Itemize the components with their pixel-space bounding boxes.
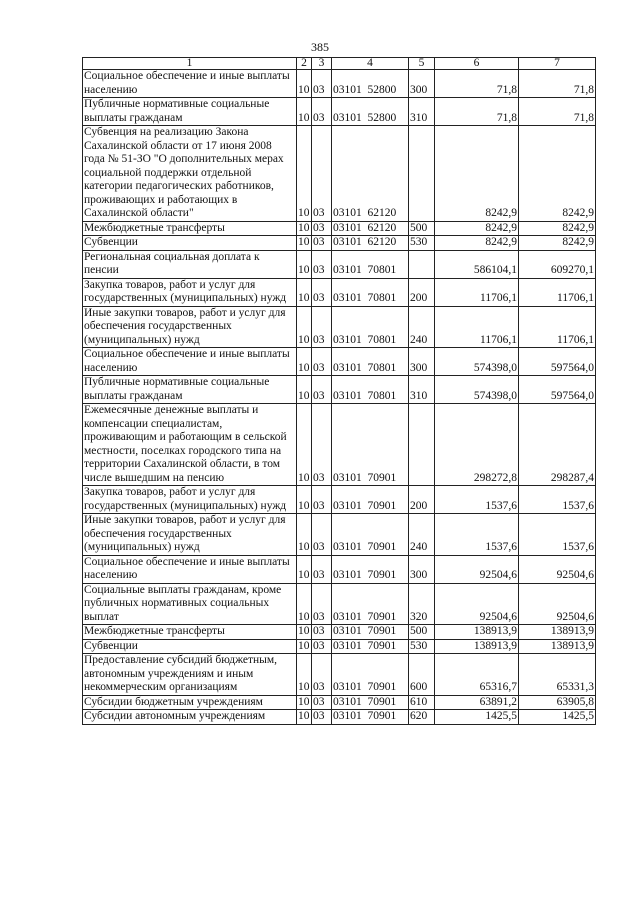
amount-col6-cell: 92504,6	[435, 583, 519, 625]
target-article-cell: 03101 70901	[332, 654, 409, 696]
subsection-code-cell: 03	[312, 710, 332, 725]
target-article-cell: 03101 70901	[332, 695, 409, 710]
row-name-cell: Субвенция на реализацию Закона Сахалинской области от 17 июня 2008 года № 51-ЗО "О дополнительных мерах социальной поддержки отдельной категории педагогических работников, проживающих и работающих в Сахалинской области"	[83, 126, 297, 222]
subsection-code-cell: 03	[312, 639, 332, 654]
table-row	[83, 486, 596, 514]
subsection-code-cell: 03	[312, 486, 332, 514]
row-name-cell: Региональная социальная доплата к пенсии	[83, 250, 297, 278]
subsection-code-cell: 03	[312, 278, 332, 306]
amount-col6-cell: 1537,6	[435, 514, 519, 556]
table-row	[83, 306, 596, 348]
row-name-cell: Социальное обеспечение и иные выплаты населению	[83, 70, 297, 98]
section-code-cell: 10	[297, 376, 312, 404]
amount-col6-cell: 1537,6	[435, 486, 519, 514]
header-cell: 4	[332, 58, 409, 70]
row-name-cell: Ежемесячные денежные выплаты и компенсации специалистам, проживающим и работающим в сельской местности, поселках городского типа на территории Сахалинской области, в том числе вышедшим на пенсию	[83, 404, 297, 486]
expense-type-cell: 500	[409, 625, 435, 640]
page-number: 385	[311, 40, 329, 54]
row-name-cell: Социальные выплаты гражданам, кроме публичных нормативных социальных выплат	[83, 583, 297, 625]
expense-type-cell: 610	[409, 695, 435, 710]
expense-type-cell: 530	[409, 639, 435, 654]
expense-type-cell: 310	[409, 376, 435, 404]
subsection-code-cell: 03	[312, 126, 332, 222]
amount-col7-cell: 1425,5	[519, 710, 596, 725]
expense-type-cell: 240	[409, 514, 435, 556]
target-article-cell: 03101 70901	[332, 625, 409, 640]
section-code-cell: 10	[297, 555, 312, 583]
section-code-cell: 10	[297, 583, 312, 625]
target-article-cell: 03101 62120	[332, 236, 409, 251]
amount-col7-cell: 92504,6	[519, 583, 596, 625]
target-article-cell: 03101 70901	[332, 639, 409, 654]
amount-col7-cell: 71,8	[519, 98, 596, 126]
subsection-code-cell: 03	[312, 236, 332, 251]
amount-col7-cell: 8242,9	[519, 221, 596, 236]
target-article-cell: 03101 52800	[332, 70, 409, 98]
section-code-cell: 10	[298, 221, 310, 234]
subsection-code-cell: 03	[312, 404, 332, 486]
amount-col7-cell: 609270,1	[519, 250, 596, 278]
amount-col6-cell: 138913,9	[435, 639, 519, 654]
target-article-cell: 03101 70901	[332, 404, 409, 486]
target-article-cell: 03101 52800	[332, 98, 409, 126]
row-name-cell: Субсидии бюджетным учреждениям	[83, 695, 297, 710]
expense-type-cell: 600	[409, 654, 435, 696]
table-row	[83, 250, 596, 278]
amount-col6-cell: 1425,5	[435, 710, 519, 725]
header-cell: 2	[297, 58, 312, 70]
header-cell: 5	[409, 58, 435, 70]
table-row	[83, 583, 596, 625]
table-row	[83, 98, 596, 126]
expense-type-cell: 310	[409, 98, 435, 126]
table-row	[83, 126, 596, 222]
row-name-cell: Межбюджетные трансферты	[83, 625, 297, 640]
amount-col6-cell: 586104,1	[435, 250, 519, 278]
amount-col7-cell: 11706,1	[519, 306, 596, 348]
section-code-cell: 10	[297, 250, 312, 278]
table-row	[83, 710, 596, 725]
target-article-cell: 03101 70801	[332, 278, 409, 306]
expense-type-cell: 500	[409, 221, 435, 236]
target-article-cell: 03101 70801	[332, 348, 409, 376]
subsection-code-cell: 03	[312, 695, 332, 710]
amount-col6-cell: 71,8	[435, 98, 519, 126]
section-code-cell: 10	[297, 306, 312, 348]
amount-col7-cell: 597564,0	[519, 348, 596, 376]
expense-type-cell: 200	[409, 486, 435, 514]
row-name-cell: Социальное обеспечение и иные выплаты населению	[83, 555, 297, 583]
table-row	[83, 70, 596, 98]
table-row	[83, 236, 596, 251]
amount-col7-cell: 8242,9	[519, 236, 596, 251]
amount-col7-cell: 597564,0	[519, 376, 596, 404]
target-article-cell: 03101 62120	[332, 221, 409, 236]
expense-type-cell	[409, 404, 435, 486]
row-name-cell: Субсидии автономным учреждениям	[83, 710, 297, 725]
subsection-code-cell: 03	[312, 514, 332, 556]
row-name-cell: Субвенции	[83, 236, 297, 251]
amount-col7-cell: 138913,9	[519, 625, 596, 640]
expense-type-cell: 240	[409, 306, 435, 348]
amount-col7-cell: 138913,9	[519, 639, 596, 654]
section-code-cell: 10	[297, 404, 312, 486]
header-cell: 7	[519, 58, 596, 70]
table-row	[83, 555, 596, 583]
amount-col7-cell: 1537,6	[519, 514, 596, 556]
row-name-cell: Иные закупки товаров, работ и услуг для обеспечения государственных (муниципальных) нужд	[83, 514, 297, 556]
section-code-cell: 10	[297, 654, 312, 696]
section-code-cell: 10	[297, 486, 312, 514]
section-code-cell: 10	[298, 710, 310, 722]
target-article-cell: 03101 70801	[332, 250, 409, 278]
table-row	[83, 639, 596, 654]
section-code-cell: 10	[298, 695, 310, 708]
amount-col6-cell: 71,8	[435, 70, 519, 98]
header-cell: 6	[435, 58, 519, 70]
header-cell: 1	[83, 58, 297, 70]
amount-col6-cell: 8242,9	[435, 221, 519, 236]
expense-type-cell: 300	[409, 555, 435, 583]
section-code-cell: 10	[298, 625, 310, 637]
amount-col6-cell: 298272,8	[435, 404, 519, 486]
target-article-cell: 03101 70901	[332, 486, 409, 514]
expense-type-cell	[409, 250, 435, 278]
expense-type-cell: 320	[409, 583, 435, 625]
amount-col6-cell: 92504,6	[435, 555, 519, 583]
amount-col7-cell: 71,8	[519, 70, 596, 98]
subsection-code-cell: 03	[312, 625, 332, 640]
expense-type-cell: 530	[409, 236, 435, 251]
subsection-code-cell: 03	[312, 98, 332, 126]
subsection-code-cell: 03	[312, 250, 332, 278]
table-row	[83, 221, 596, 236]
amount-col6-cell: 574398,0	[435, 348, 519, 376]
section-code-cell: 10	[297, 126, 312, 222]
target-article-cell: 03101 62120	[332, 126, 409, 222]
table-row	[83, 514, 596, 556]
subsection-code-cell: 03	[312, 70, 332, 98]
subsection-code-cell: 03	[312, 221, 332, 236]
target-article-cell: 03101 70901	[332, 583, 409, 625]
amount-col7-cell: 1537,6	[519, 486, 596, 514]
expense-type-cell: 620	[409, 710, 435, 725]
table-row	[83, 348, 596, 376]
target-article-cell: 03101 70901	[332, 555, 409, 583]
table-row	[83, 654, 596, 696]
subsection-code-cell: 03	[312, 348, 332, 376]
target-article-cell: 03101 70901	[332, 710, 409, 725]
amount-col7-cell: 63905,8	[519, 695, 596, 710]
section-code-cell: 10	[297, 98, 312, 126]
expense-type-cell: 300	[409, 348, 435, 376]
row-name-cell: Предоставление субсидий бюджетным, автономным учреждениям и иным некоммерческим организациям	[83, 654, 297, 696]
header-cell: 3	[312, 58, 332, 70]
subsection-code-cell: 03	[312, 583, 332, 625]
target-article-cell: 03101 70901	[332, 514, 409, 556]
amount-col6-cell: 63891,2	[435, 695, 519, 710]
expense-type-cell	[409, 126, 435, 222]
row-name-cell: Закупка товаров, работ и услуг для государственных (муниципальных) нужд	[83, 278, 297, 306]
table-row	[83, 695, 596, 710]
table-row	[83, 404, 596, 486]
section-code-cell: 10	[297, 70, 312, 98]
table-row	[83, 376, 596, 404]
subsection-code-cell: 03	[312, 376, 332, 404]
amount-col7-cell: 92504,6	[519, 555, 596, 583]
section-code-cell: 10	[297, 348, 312, 376]
subsection-code-cell: 03	[312, 654, 332, 696]
section-code-cell: 10	[298, 236, 310, 248]
row-name-cell: Закупка товаров, работ и услуг для государственных (муниципальных) нужд	[83, 486, 297, 514]
amount-col6-cell: 8242,9	[435, 236, 519, 251]
expense-type-cell: 200	[409, 278, 435, 306]
row-name-cell: Иные закупки товаров, работ и услуг для обеспечения государственных (муниципальных) нужд	[83, 306, 297, 348]
table-row	[83, 625, 596, 640]
table-row	[83, 278, 596, 306]
row-name-cell: Субвенции	[83, 639, 297, 654]
header-row	[83, 58, 596, 70]
row-name-cell: Социальное обеспечение и иные выплаты населению	[83, 348, 297, 376]
amount-col6-cell: 11706,1	[435, 278, 519, 306]
amount-col6-cell: 574398,0	[435, 376, 519, 404]
expense-type-cell: 300	[409, 70, 435, 98]
row-name-cell: Публичные нормативные социальные выплаты гражданам	[83, 376, 297, 404]
section-code-cell: 10	[298, 639, 310, 652]
target-article-cell: 03101 70801	[332, 306, 409, 348]
subsection-code-cell: 03	[312, 555, 332, 583]
amount-col6-cell: 65316,7	[435, 654, 519, 696]
section-code-cell: 10	[297, 514, 312, 556]
budget-table	[82, 57, 596, 725]
row-name-cell: Публичные нормативные социальные выплаты гражданам	[83, 98, 297, 126]
subsection-code-cell: 03	[312, 306, 332, 348]
target-article-cell: 03101 70801	[332, 376, 409, 404]
row-name-cell: Межбюджетные трансферты	[83, 221, 297, 236]
amount-col6-cell: 138913,9	[435, 625, 519, 640]
amount-col6-cell: 11706,1	[435, 306, 519, 348]
amount-col7-cell: 11706,1	[519, 278, 596, 306]
amount-col6-cell: 8242,9	[435, 126, 519, 222]
section-code-cell: 10	[297, 278, 312, 306]
amount-col7-cell: 65331,3	[519, 654, 596, 696]
amount-col7-cell: 8242,9	[519, 126, 596, 222]
amount-col7-cell: 298287,4	[519, 404, 596, 486]
